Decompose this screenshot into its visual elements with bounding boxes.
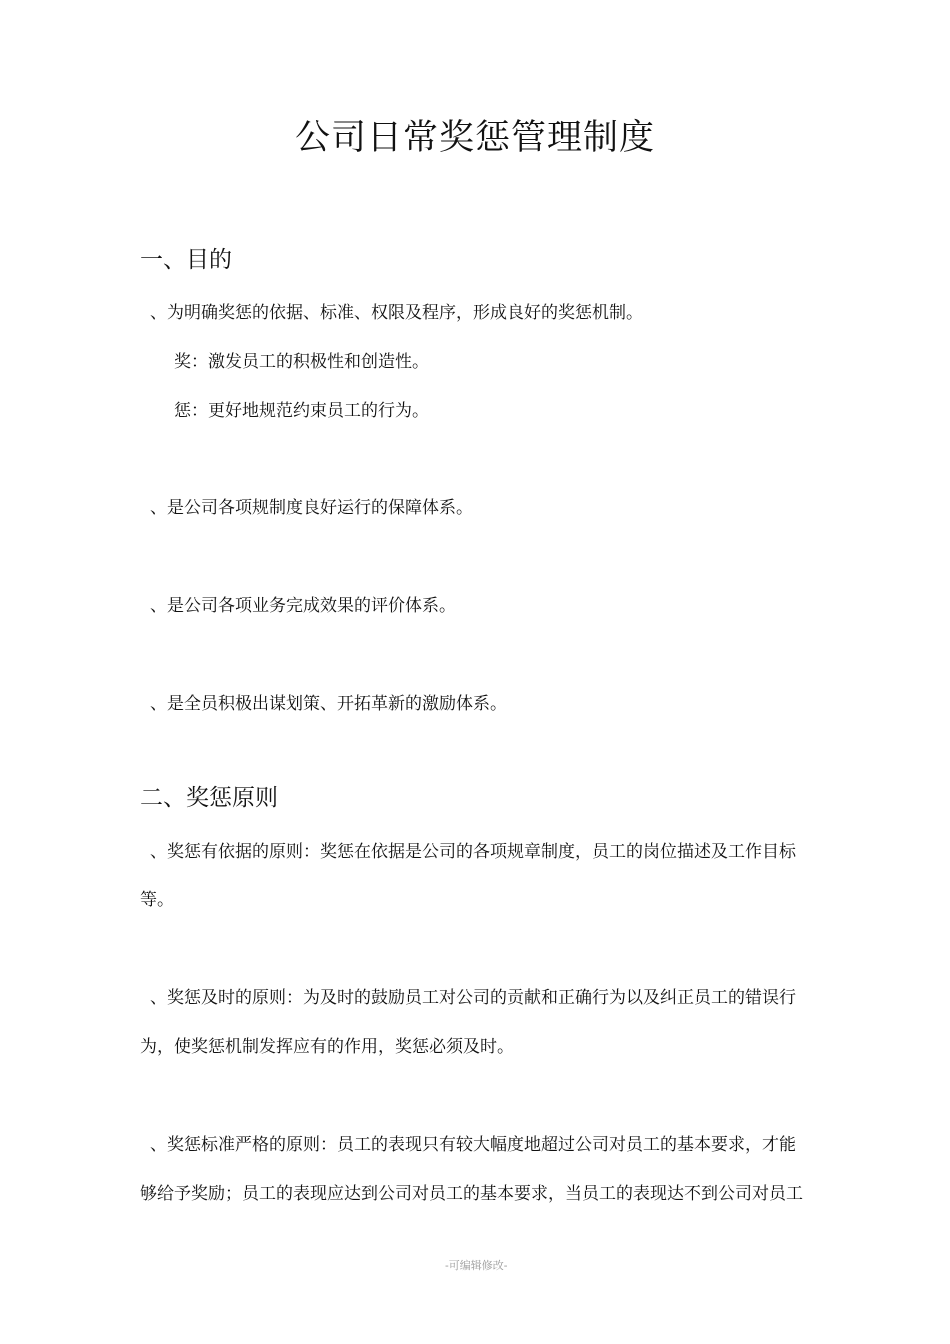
principle-2-line-1: 、奖惩及时的原则：为及时的鼓励员工对公司的贡献和正确行为以及纠正员工的错误行	[150, 988, 796, 1008]
principle-1-line-2: 等。	[140, 890, 174, 910]
purpose-item-3: 、是公司各项业务完成效果的评价体系。	[150, 596, 456, 616]
purpose-item-4: 、是全员积极出谋划策、开拓革新的激励体系。	[150, 694, 507, 714]
purpose-penalty-line: 惩：更好地规范约束员工的行为。	[174, 401, 429, 421]
purpose-item-1: 、为明确奖惩的依据、标准、权限及程序，形成良好的奖惩机制。	[150, 303, 643, 323]
page-footer: -可编辑修改-	[445, 1259, 508, 1272]
principle-2-line-2: 为，使奖惩机制发挥应有的作用，奖惩必须及时。	[140, 1037, 514, 1057]
principle-3-line-2: 够给予奖励；员工的表现应达到公司对员工的基本要求，当员工的表现达不到公司对员工	[140, 1184, 803, 1204]
section-heading-principles: 二、奖惩原则	[140, 785, 278, 811]
purpose-reward-line: 奖：激发员工的积极性和创造性。	[174, 352, 429, 372]
section-heading-purpose: 一、目的	[140, 247, 232, 273]
document-title: 公司日常奖惩管理制度	[294, 118, 655, 158]
principle-3-line-1: 、奖惩标准严格的原则：员工的表现只有较大幅度地超过公司对员工的基本要求，才能	[150, 1135, 796, 1155]
principle-1-line-1: 、奖惩有依据的原则：奖惩在依据是公司的各项规章制度，员工的岗位描述及工作目标	[150, 842, 796, 862]
purpose-item-2: 、是公司各项规制度良好运行的保障体系。	[150, 498, 473, 518]
